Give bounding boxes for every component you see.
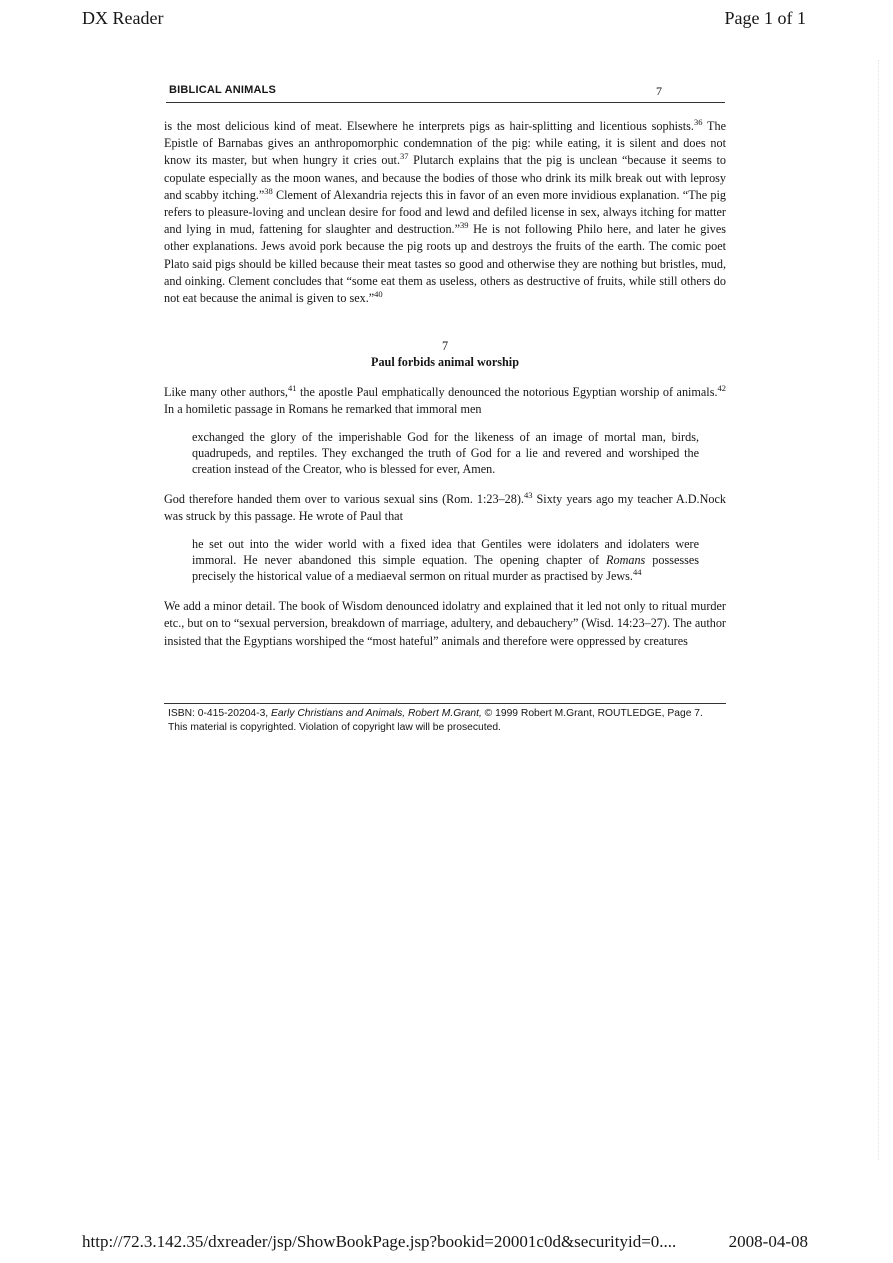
block-quote-nock: he set out into the wider world with a fixed idea that Gentiles were idolaters and idolaters were immoral. He never abandoned this simple equation. The opening chapter of Romans possesses precisely the historical value of a mediaeval sermon on ritual murder as practised by Jews.$^{44}$ bbox=[192, 536, 699, 584]
copyright-notice: This material is copyrighted. Violation of copyright law will be prosecuted. bbox=[168, 722, 501, 734]
running-head-title: BIBLICAL ANIMALS bbox=[169, 84, 277, 96]
section-title: Paul forbids animal worship bbox=[371, 355, 519, 370]
page-count: Page 1 of 1 bbox=[724, 8, 806, 28]
footnote-ref-37[interactable]: 37 bbox=[400, 151, 409, 162]
section-number: 7 bbox=[441, 339, 449, 354]
block-quote-romans: exchanged the glory of the imperishable God for the likeness of an image of mortal man, birds, quadrupeds, and reptiles. They exchanged the truth of God for a lie and revered and worshiped the creation instead of the Creator, who is blessed for ever, Amen. bbox=[192, 429, 699, 477]
running-head bbox=[166, 84, 725, 103]
footnote-ref-38[interactable]: 38 bbox=[264, 185, 273, 196]
page-body bbox=[164, 118, 726, 650]
print-date: 2008-04-08 bbox=[728, 1232, 808, 1251]
source-url: http://72.3.142.35/dxreader/jsp/ShowBookPage.jsp?bookid=20001c0d&securityid=0.... bbox=[82, 1232, 677, 1251]
footer-divider bbox=[164, 703, 726, 704]
footnote-ref-40[interactable]: 40 bbox=[374, 289, 383, 300]
scan-edge bbox=[878, 60, 885, 1160]
italic-romans: Romans bbox=[606, 552, 646, 567]
citation-line: ISBN: 0-415-20204-3, Early Christians and Animals, Robert M.Grant, © 1999 Robert M.Grant, ROUTLEDGE, Page 7. bbox=[168, 708, 703, 719]
running-head-page-number: 7 bbox=[656, 84, 662, 98]
footnote-ref-36[interactable]: 36 bbox=[693, 117, 703, 127]
print-footer bbox=[0, 1232, 893, 1256]
footnote-ref-41[interactable]: 41 bbox=[287, 383, 297, 394]
paragraph-4: We add a minor detail. The book of Wisdom denounced idolatry and explained that it led not only to ritual murder etc., but on to “sexual perversion, breakdown of marriage, adultery, and debauchery” (Wisd. 14:23–27). The author insisted that the Egyptians worshiped the “most hateful” animals and therefore were oppressed by creatures bbox=[164, 599, 726, 648]
citation-book-title: Early Christians and Animals, Robert M.Grant, bbox=[271, 708, 482, 719]
footnote-ref-42[interactable]: 42 bbox=[717, 383, 726, 394]
footnote-ref-43[interactable]: 43 bbox=[523, 490, 533, 501]
paragraph-1: is the most delicious kind of meat. Elsewhere he interprets pigs as hair-splitting and licentious sophists.$^{36}$ The Epistle of Barnabas gives an anthropomorphic condemnation of the pig: while eating, it is silent and does not know its master, but when hungry it cries out.$^{37}$ Plutarch explains that the pig is unclean “because it seems to copulate especially as the moon wanes, and because the bodies of those who drink its milk break out with leprosy and scabby itching.”$^{38}$ Clement of Alexandria rejects this in favor of an even more invidious explanation. “The pig refers to pleasure-loving and unclean desire for food and lewd and defiled license in sex, always itching for matter and lying in mud, fattening for slaughter and destruction.”$^{39}$ He is not following Philo here, and later he gives other explanations. Jews avoid pork because the pig roots up and destroys the fruits of the earth. The comic poet Plato said pigs should be killed because their meat tastes so good and otherwise they are nothing but bristles, mud, and oinking. Clement concludes that “some eat them as useless, others as destructive of fruits, while still others do not eat because the animal is given to sex.”$^{40}$ bbox=[164, 117, 726, 306]
footnote-ref-44[interactable]: 44 bbox=[632, 567, 642, 578]
paragraph-2: Like many other authors,$^{41}$ the apostle Paul emphatically denounced the notorious Egyptian worship of animals.$^{42}$ In a homiletic passage in Romans he remarked that immoral men bbox=[164, 383, 726, 417]
print-header bbox=[0, 8, 893, 34]
footnote-ref-39[interactable]: 39 bbox=[460, 220, 469, 231]
paragraph-3: God therefore handed them over to various sexual sins (Rom. 1:23–28).$^{43}$ Sixty years ago my teacher A.D.Nock was struck by this passage. He wrote of Paul that bbox=[164, 490, 726, 524]
copyright-footer bbox=[168, 708, 728, 735]
app-title: DX Reader bbox=[82, 8, 164, 28]
